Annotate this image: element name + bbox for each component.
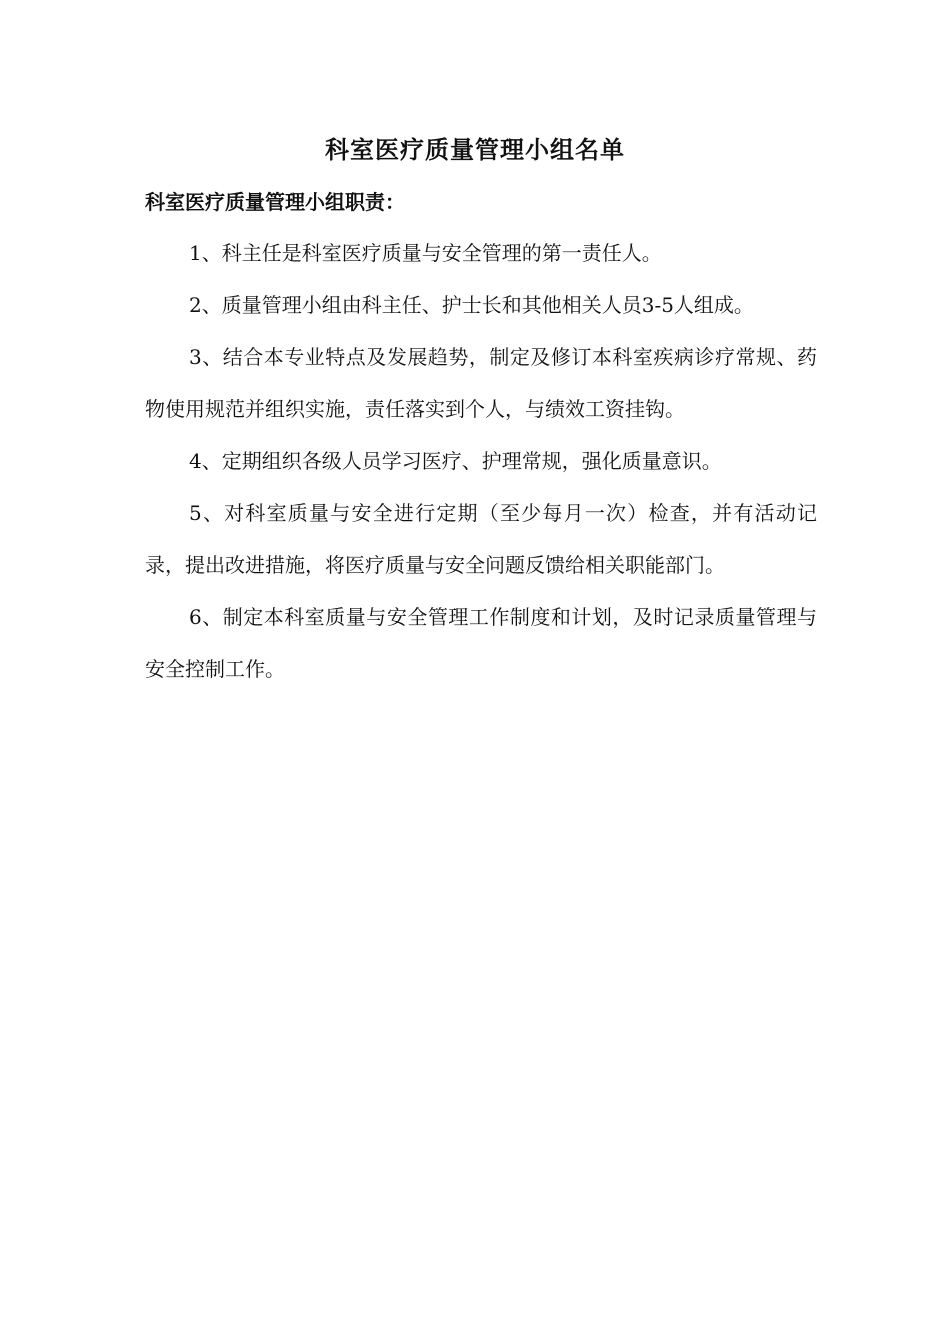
document-body bbox=[145, 227, 817, 695]
list-item: 2、质量管理小组由科主任、护士长和其他相关人员3-5人组成。 bbox=[189, 293, 754, 317]
list-item: 3、结合本专业特点及发展趋势，制定及修订本科室疾病诊疗常规、药物使用规范并组织实施，责任落实到个人，与绩效工资挂钩。 bbox=[145, 345, 817, 421]
list-item: 1、科主任是科室医疗质量与安全管理的第一责任人。 bbox=[189, 241, 662, 265]
list-item: 4、定期组织各级人员学习医疗、护理常规，强化质量意识。 bbox=[189, 449, 722, 473]
section-heading: 科室医疗质量管理小组职责： bbox=[145, 190, 405, 214]
document-title: 科室医疗质量管理小组名单 bbox=[325, 135, 625, 164]
list-item: 5、对科室质量与安全进行定期（至少每月一次）检查，并有活动记录，提出改进措施，将医疗质量与安全问题反馈给相关职能部门。 bbox=[145, 501, 817, 577]
list-item: 6、制定本科室质量与安全管理工作制度和计划，及时记录质量管理与安全控制工作。 bbox=[145, 605, 817, 681]
